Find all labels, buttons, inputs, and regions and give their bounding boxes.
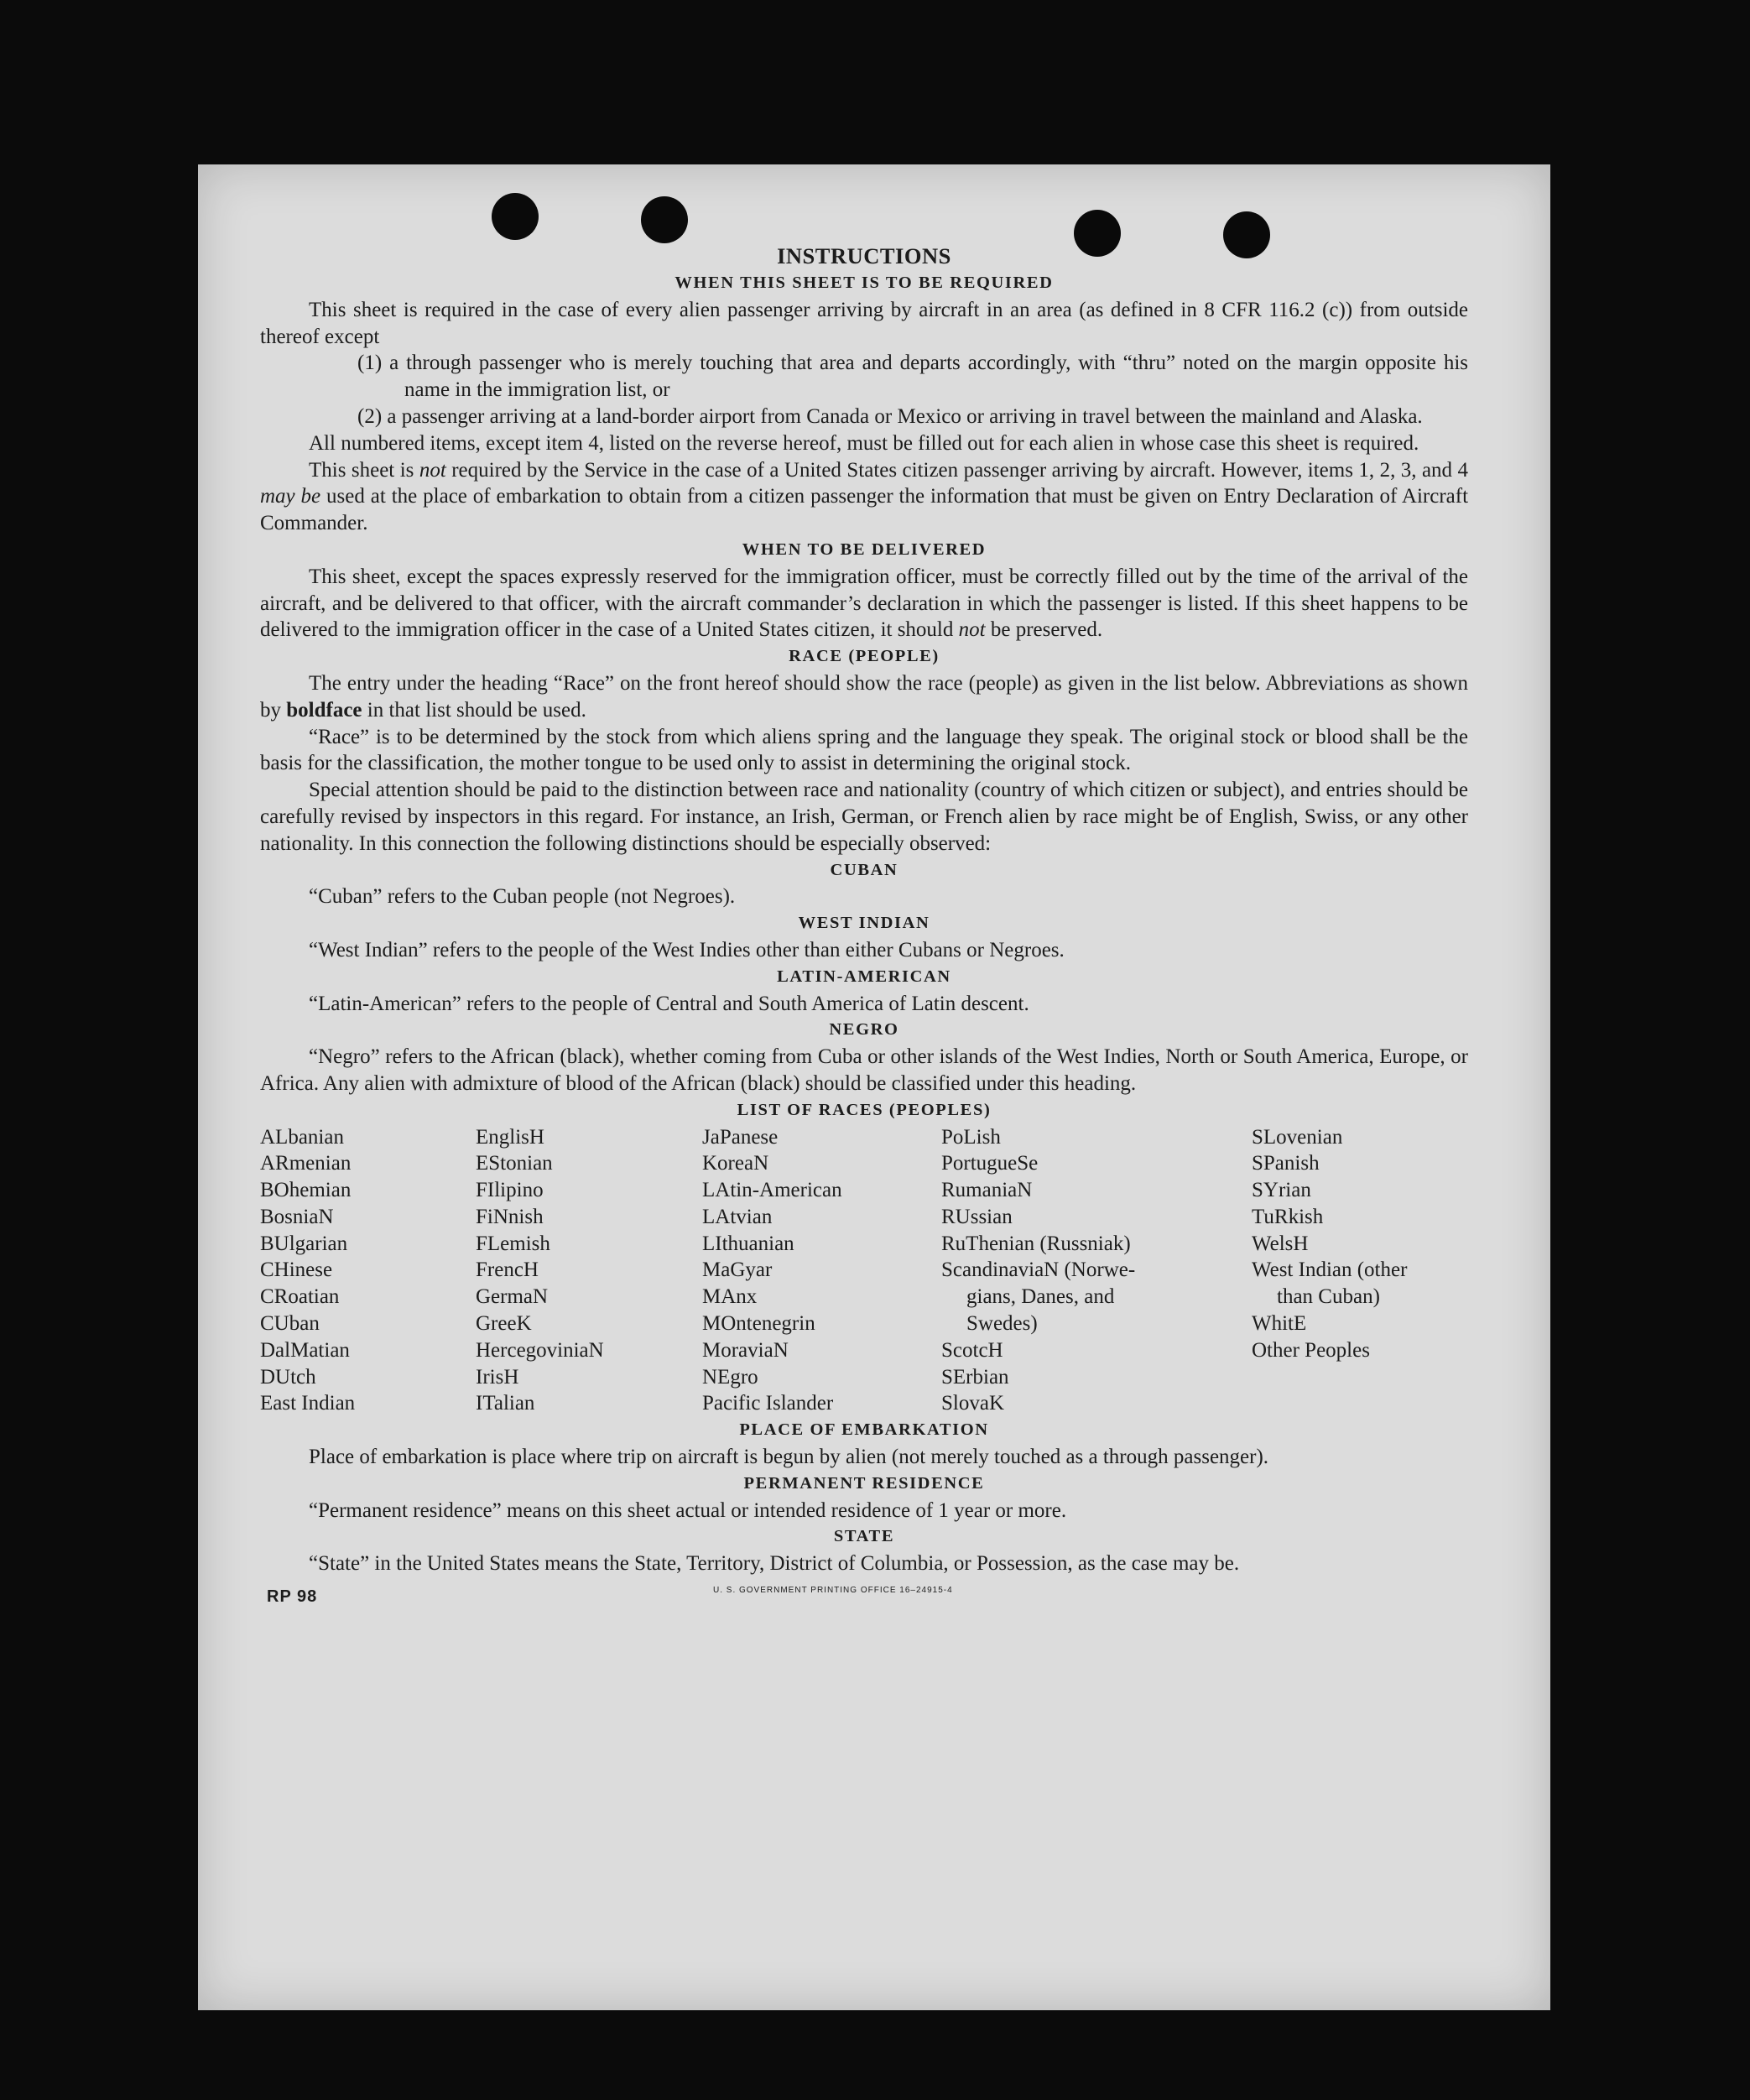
list-item: West Indian (other — [1252, 1258, 1408, 1282]
list-item: EnglisH — [476, 1125, 544, 1149]
races-column-2 — [476, 1124, 702, 1418]
list-item: WhitE — [1252, 1312, 1307, 1336]
list-item: FrencH — [476, 1258, 539, 1282]
list-item: FLemish — [476, 1232, 550, 1255]
list-item: EStonian — [476, 1152, 553, 1175]
list-item: PortugueSe — [941, 1152, 1039, 1175]
list-item: DalMatian — [260, 1338, 350, 1362]
race-paragraph-2: “Race” is to be determined by the stock from which aliens spring and the language they speak. The original stock or blood shall be the basis for the classification, the mother tongue to be used only to assist in determining the original stock. — [260, 725, 1468, 775]
footer — [260, 1577, 1468, 1611]
when-required-intro: This sheet is required in the case of every alien passenger arriving by aircraft in an area (as defined in 8 CFR 116.2 (c)) from outside thereof except — [260, 298, 1468, 348]
section-heading-negro: NEGRO — [829, 1020, 899, 1040]
list-item: BUlgarian — [260, 1232, 348, 1255]
races-column-3 — [702, 1124, 941, 1418]
list-item: BOhemian — [260, 1179, 352, 1202]
form-number: RP 98 — [267, 1587, 318, 1607]
latin-american-text: “Latin-American” refers to the people of Central and South America of Latin descent. — [309, 992, 1029, 1015]
list-item: RUssian — [941, 1205, 1013, 1228]
list-item: MaGyar — [702, 1258, 773, 1282]
document-page — [198, 164, 1550, 2010]
list-item: NEgro — [702, 1365, 758, 1389]
races-column-5 — [1252, 1124, 1468, 1418]
list-item: ITalian — [476, 1392, 535, 1415]
numbered-items-paragraph: All numbered items, except item 4, listed on the reverse hereof, must be filled out for each alien in whose case this sheet is required. — [309, 431, 1419, 455]
section-heading-latin-american: LATIN-AMERICAN — [777, 967, 951, 986]
list-item: ARmenian — [260, 1152, 352, 1175]
list-item: WelsH — [1252, 1232, 1309, 1255]
section-heading-cuban: CUBAN — [830, 860, 898, 879]
west-indian-text: “West Indian” refers to the people of the West Indies other than either Cubans or Negroes. — [309, 938, 1065, 961]
races-column-4 — [941, 1124, 1252, 1418]
section-heading-embarkation: PLACE OF EMBARKATION — [739, 1420, 989, 1440]
list-item: TuRkish — [1252, 1205, 1324, 1228]
list-item: KoreaN — [702, 1152, 769, 1175]
list-item: SYrian — [1252, 1179, 1311, 1202]
cuban-text: “Cuban” refers to the Cuban people (not Negroes). — [309, 885, 736, 909]
section-heading-state: STATE — [833, 1527, 895, 1546]
list-item: DUtch — [260, 1365, 316, 1389]
list-item: ALbanian — [260, 1125, 344, 1149]
exception-item-2: (2) a passenger arriving at a land-border airport from Canada or Mexico or arriving in travel between the mainland and Alaska. — [357, 404, 1423, 428]
list-item: BosniaN — [260, 1205, 334, 1228]
list-item: MoraviaN — [702, 1338, 789, 1362]
list-item: Other Peoples — [1252, 1338, 1370, 1362]
list-item: MOntenegrin — [702, 1312, 815, 1336]
list-item: CRoatian — [260, 1285, 340, 1309]
section-heading-when-delivered: WHEN TO BE DELIVERED — [742, 539, 987, 559]
when-delivered-text: This sheet, except the spaces expressly reserved for the immigration officer, must be correctly filled out by the time of the arrival of the aircraft, and be delivered to that officer, with the aircraft commander’s declaration in which the passenger is listed. If this sheet happens to be delivered to the immigration officer in the case of a United States citizen, it should not be preserved. — [260, 565, 1468, 642]
race-paragraph-3: Special attention should be paid to the distinction between race and nationality (country of which citizen or subject), and entries should be carefully revised by inspectors in this regard. For instance, an Irish, German, or French alien by race might be of English, Swiss, or any other nationality. In this connection the following distinctions should be especially observed: — [260, 779, 1468, 855]
list-item: MAnx — [702, 1285, 758, 1309]
list-item: ScotcH — [941, 1338, 1003, 1362]
list-item: LIthuanian — [702, 1232, 794, 1255]
list-item: RuThenian (Russniak) — [941, 1232, 1131, 1255]
list-item: JaPanese — [702, 1125, 779, 1149]
citizen-paragraph: This sheet is not required by the Service in the case of a United States citizen passenger arriving by aircraft. However, items 1, 2, 3, and 4 may be used at the place of embarkation to obtain from a citizen passenger the information that must be given on Entry Declaration of Aircraft Commander. — [260, 458, 1469, 535]
list-item: PoLish — [941, 1125, 1001, 1149]
list-item: ScandinaviaN (Norwe- — [941, 1258, 1136, 1282]
section-heading-list-of-races: LIST OF RACES (PEOPLES) — [737, 1100, 992, 1119]
race-paragraph-1: The entry under the heading “Race” on the front hereof should show the race (people) as given in the list below. Abbreviations as shown by boldface in that list should be used. — [260, 671, 1468, 722]
negro-text: “Negro” refers to the African (black), whether coming from Cuba or other islands of the West Indies, North or South America, Europe, or Africa. Any alien with admixture of blood of the African (black) should be classified under this heading. — [260, 1045, 1468, 1095]
list-item: LAtin-American — [702, 1179, 842, 1202]
list-item: GreeK — [476, 1312, 532, 1336]
list-item: gians, Danes, and — [966, 1285, 1115, 1309]
list-item: SPanish — [1252, 1152, 1320, 1175]
list-item: HercegoviniaN — [476, 1338, 604, 1362]
section-heading-west-indian: WEST INDIAN — [798, 914, 930, 933]
list-item: SErbian — [941, 1365, 1009, 1389]
residence-text: “Permanent residence” means on this sheet actual or intended residence of 1 year or more. — [309, 1498, 1067, 1522]
list-item: LAtvian — [702, 1205, 773, 1228]
list-item: Swedes) — [966, 1312, 1038, 1336]
instructions-body — [260, 242, 1468, 1611]
list-item: FIlipino — [476, 1179, 544, 1202]
list-item: East Indian — [260, 1392, 356, 1415]
list-item: CHinese — [260, 1258, 333, 1282]
list-item: IrisH — [476, 1365, 519, 1389]
list-item: Pacific Islander — [702, 1392, 834, 1415]
section-heading-race: RACE (PEOPLE) — [789, 647, 940, 666]
printer-imprint: U. S. GOVERNMENT PRINTING OFFICE 16–24915-4 — [713, 1586, 953, 1596]
list-item: SlovaK — [941, 1392, 1004, 1415]
section-heading-when-required: WHEN THIS SHEET IS TO BE REQUIRED — [674, 274, 1054, 292]
punch-hole — [641, 196, 688, 243]
list-item: SLovenian — [1252, 1125, 1343, 1149]
section-heading-permanent-residence: PERMANENT RESIDENCE — [743, 1473, 985, 1493]
punch-hole — [492, 193, 539, 240]
list-item: CUban — [260, 1312, 320, 1336]
races-list — [260, 1124, 1468, 1418]
embarkation-text: Place of embarkation is place where trip on aircraft is begun by alien (not merely touched as a through passenger). — [309, 1446, 1269, 1469]
list-item: GermaN — [476, 1285, 549, 1309]
races-column-1 — [260, 1124, 476, 1418]
page-title: INSTRUCTIONS — [777, 243, 951, 268]
list-item: FiNnish — [476, 1205, 544, 1228]
state-text: “State” in the United States means the State, Territory, District of Columbia, or Possession, as the case may be. — [309, 1552, 1240, 1576]
list-item: RumaniaN — [941, 1179, 1033, 1202]
list-item: than Cuban) — [1277, 1285, 1380, 1309]
exception-item-1: (1) a through passenger who is merely touching that area and departs accordingly, with “thru” noted on the margin opposite his name in the immigration list, or — [357, 352, 1468, 402]
